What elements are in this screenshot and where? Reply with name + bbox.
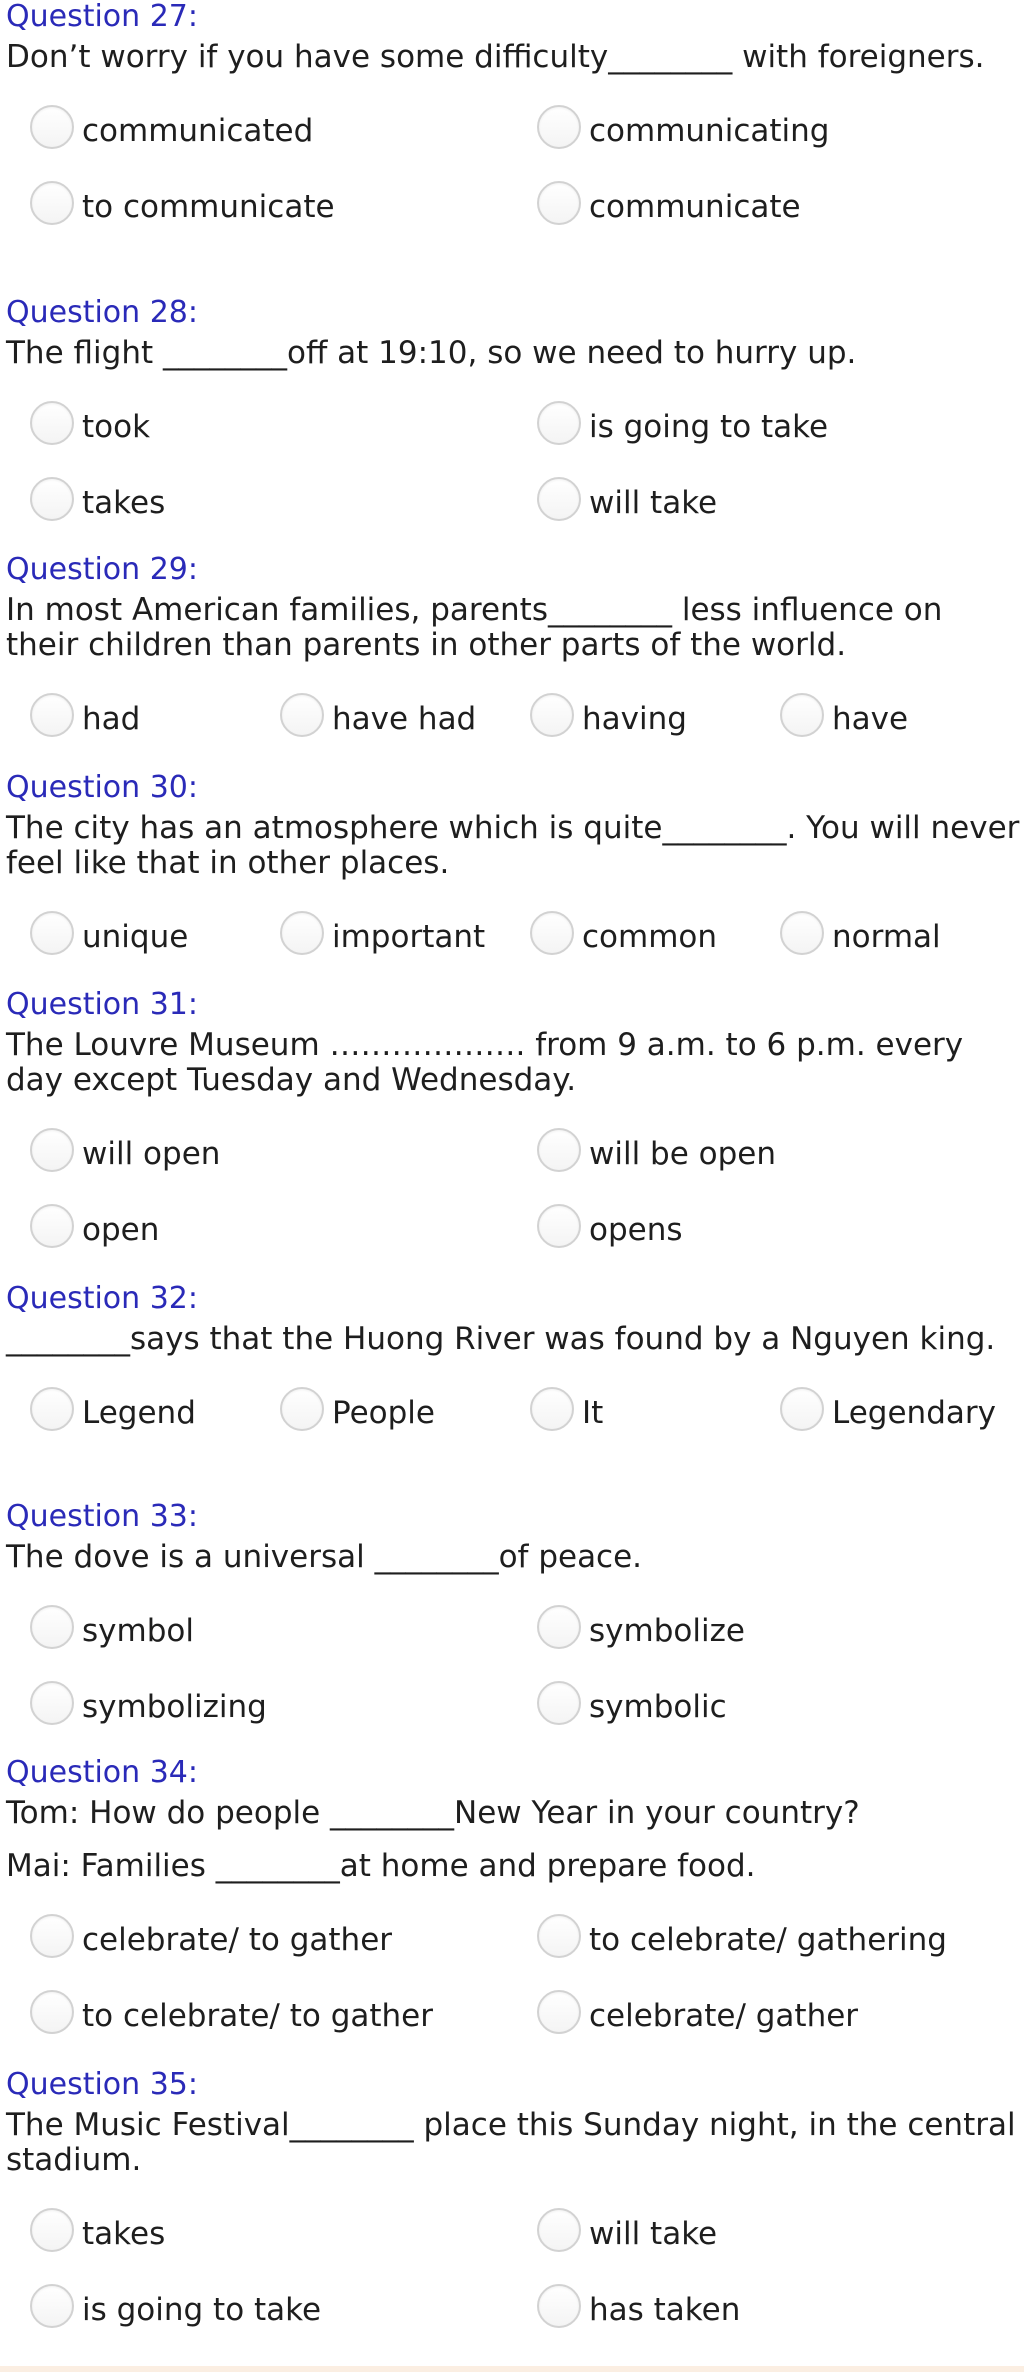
radio-button-icon[interactable] — [30, 105, 74, 149]
question-title: Question 30: — [6, 770, 198, 805]
radio-button-icon[interactable] — [30, 1204, 74, 1248]
radio-button-icon[interactable] — [537, 1128, 581, 1172]
answer-option-label: is going to take — [82, 2292, 322, 2328]
answer-option-label: communicate — [589, 189, 801, 225]
radio-button-icon[interactable] — [537, 105, 581, 149]
answer-options — [0, 1605, 1024, 1737]
question-text: The dove is a universal ________of peace. — [6, 1539, 643, 1575]
answer-option-label: communicating — [589, 113, 830, 149]
radio-button-icon[interactable] — [530, 693, 574, 737]
answer-option-label: will open — [82, 1136, 221, 1172]
question-text: Mai: Families ________at home and prepare food. — [6, 1848, 756, 1884]
question-title: Question 33: — [6, 1499, 198, 1534]
radio-button-icon[interactable] — [30, 1128, 74, 1172]
radio-button-icon[interactable] — [537, 2284, 581, 2328]
answer-option-label: symbolize — [589, 1613, 745, 1649]
radio-button-icon[interactable] — [280, 1387, 324, 1431]
radio-button-icon[interactable] — [30, 1681, 74, 1725]
answer-option-label: takes — [82, 2216, 166, 2252]
answer-options — [0, 401, 1024, 533]
answer-option-label: is going to take — [589, 409, 829, 445]
question-title: Question 31: — [6, 987, 198, 1022]
answer-option-label: had — [82, 701, 141, 737]
radio-button-icon[interactable] — [30, 401, 74, 445]
answer-option-label: have — [832, 701, 909, 737]
question-text: Tom: How do people ________New Year in your country? — [6, 1795, 860, 1831]
question-28 — [0, 296, 1024, 533]
radio-button-icon[interactable] — [537, 1204, 581, 1248]
radio-button-icon[interactable] — [537, 1990, 581, 2034]
radio-button-icon[interactable] — [30, 477, 74, 521]
radio-button-icon[interactable] — [280, 911, 324, 955]
answer-option-label: normal — [832, 919, 941, 955]
answer-option-label: symbolic — [589, 1689, 727, 1725]
question-title: Question 35: — [6, 2067, 198, 2102]
question-31 — [0, 988, 1024, 1260]
answer-option-label: Legendary — [832, 1395, 996, 1431]
radio-button-icon[interactable] — [280, 693, 324, 737]
answer-options — [0, 911, 1024, 967]
answer-option-label: unique — [82, 919, 189, 955]
answer-option-label: celebrate/ gather — [589, 1998, 859, 2034]
answer-options — [0, 1387, 1024, 1443]
radio-button-icon[interactable] — [530, 1387, 574, 1431]
answer-option-label: took — [82, 409, 151, 445]
radio-button-icon[interactable] — [780, 1387, 824, 1431]
question-title: Question 34: — [6, 1755, 198, 1790]
answer-options — [0, 105, 1024, 237]
question-30 — [0, 771, 1024, 967]
radio-button-icon[interactable] — [537, 1605, 581, 1649]
answer-options — [0, 1914, 1024, 2046]
radio-button-icon[interactable] — [537, 1681, 581, 1725]
answer-option-label: celebrate/ to gather — [82, 1922, 393, 1958]
answer-option-label: to celebrate/ gathering — [589, 1922, 947, 1958]
radio-button-icon[interactable] — [537, 181, 581, 225]
bottom-strip — [0, 2366, 1024, 2372]
question-title: Question 32: — [6, 1281, 198, 1316]
answer-option-label: will take — [589, 485, 718, 521]
radio-button-icon[interactable] — [30, 1914, 74, 1958]
radio-button-icon[interactable] — [530, 911, 574, 955]
question-33 — [0, 1500, 1024, 1737]
answer-option-label: It — [582, 1395, 604, 1431]
answer-option-label: communicated — [82, 113, 314, 149]
question-text: Don’t worry if you have some difficulty________ with foreigners. — [6, 39, 985, 75]
question-title: Question 27: — [6, 0, 198, 34]
question-title: Question 28: — [6, 295, 198, 330]
answer-options — [0, 693, 1024, 749]
radio-button-icon[interactable] — [30, 1990, 74, 2034]
answer-option-label: People — [332, 1395, 435, 1431]
question-29 — [0, 553, 1024, 749]
question-text: In most American families, parents________ less influence on their children than parents in other parts of the world. — [6, 592, 943, 663]
answer-option-label: takes — [82, 485, 166, 521]
radio-button-icon[interactable] — [30, 693, 74, 737]
answer-option-label: have had — [332, 701, 477, 737]
answer-option-label: opens — [589, 1212, 683, 1248]
radio-button-icon[interactable] — [30, 181, 74, 225]
answer-option-label: to celebrate/ to gather — [82, 1998, 433, 2034]
radio-button-icon[interactable] — [537, 1914, 581, 1958]
answer-option-label: symbolizing — [82, 1689, 267, 1725]
answer-option-label: will be open — [589, 1136, 777, 1172]
question-35 — [0, 2068, 1024, 2340]
answer-options — [0, 1128, 1024, 1260]
question-32 — [0, 1282, 1024, 1443]
radio-button-icon[interactable] — [30, 1387, 74, 1431]
radio-button-icon[interactable] — [780, 911, 824, 955]
radio-button-icon[interactable] — [537, 401, 581, 445]
answer-option-label: will take — [589, 2216, 718, 2252]
answer-option-label: has taken — [589, 2292, 741, 2328]
question-text: The flight ________off at 19:10, so we need to hurry up. — [6, 335, 857, 371]
answer-option-label: to communicate — [82, 189, 335, 225]
question-27 — [0, 0, 1024, 237]
answer-option-label: symbol — [82, 1613, 194, 1649]
answer-option-label: common — [582, 919, 718, 955]
answer-options — [0, 2208, 1024, 2340]
question-34 — [0, 1756, 1024, 2046]
radio-button-icon[interactable] — [780, 693, 824, 737]
radio-button-icon[interactable] — [30, 1605, 74, 1649]
radio-button-icon[interactable] — [30, 911, 74, 955]
question-text: The Louvre Museum ………………. from 9 a.m. to 6 p.m. every day except Tuesday and Wednesday. — [6, 1027, 964, 1098]
question-text: The Music Festival________ place this Sunday night, in the central stadium. — [6, 2107, 1016, 2178]
radio-button-icon[interactable] — [537, 2208, 581, 2252]
answer-option-label: important — [332, 919, 486, 955]
radio-button-icon[interactable] — [537, 477, 581, 521]
answer-option-label: open — [82, 1212, 160, 1248]
question-text: ________says that the Huong River was found by a Nguyen king. — [6, 1321, 996, 1357]
answer-option-label: having — [582, 701, 687, 737]
radio-button-icon[interactable] — [30, 2284, 74, 2328]
question-text: The city has an atmosphere which is quite________. You will never feel like that in other places. — [6, 810, 1020, 881]
question-title: Question 29: — [6, 552, 198, 587]
answer-option-label: Legend — [82, 1395, 196, 1431]
radio-button-icon[interactable] — [30, 2208, 74, 2252]
